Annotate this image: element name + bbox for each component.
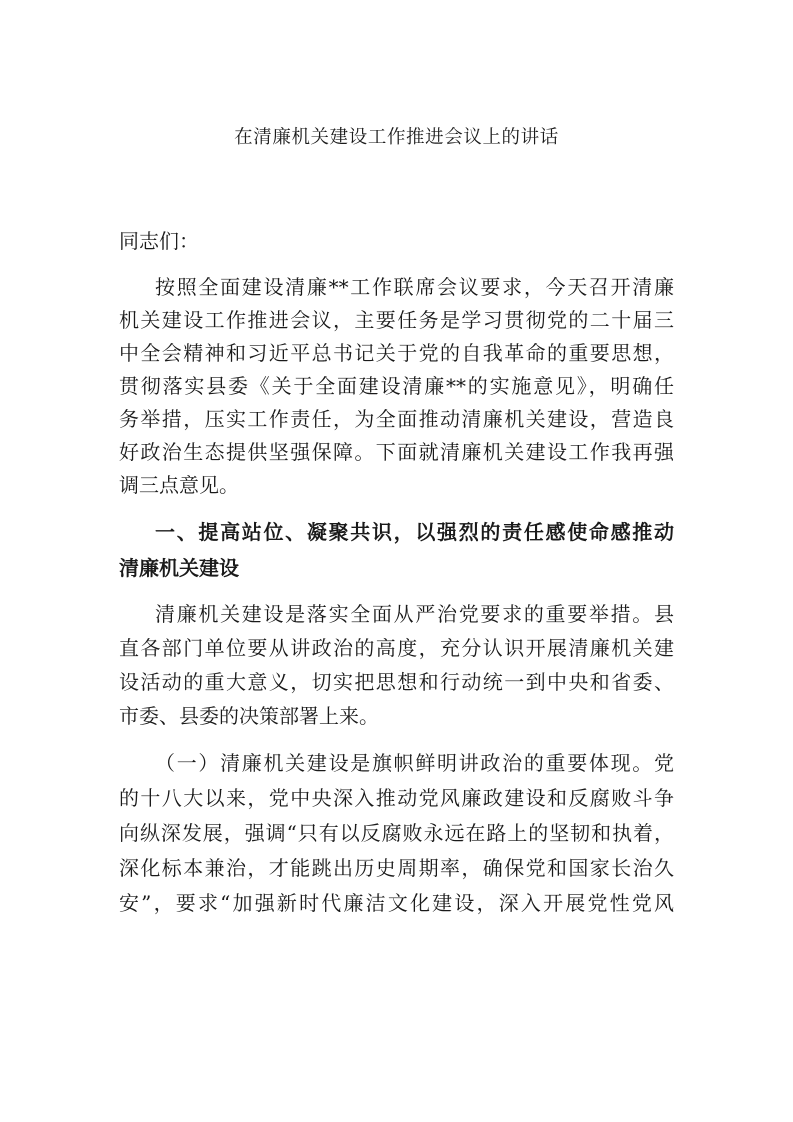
- paragraph-1-line-4: 贯彻落实县委《关于全面建设清廉**的实施意见》，明确任: [119, 374, 674, 398]
- paragraph-4-line-2: 的十八大以来，党中央深入推动党风廉政建设和反腐败斗争: [119, 786, 674, 810]
- paragraph-1-line-1: 按照全面建设清廉**工作联席会议要求，今天召开清廉: [155, 275, 674, 299]
- paragraph-4-line-1: （一）清廉机关建设是旗帜鲜明讲政治的重要体现。党: [155, 751, 674, 775]
- paragraph-1-line-2: 机关建设工作推进会议，主要任务是学习贯彻党的二十届三: [119, 308, 674, 332]
- paragraph-4-line-5: 安”，要求“加强新时代廉洁文化建设，深入开展党性党风: [119, 891, 674, 915]
- paragraph-4-line-4: 深化标本兼治，才能跳出历史周期率，确保党和国家长治久: [119, 856, 674, 880]
- paragraph-3-line-1: 清廉机关建设是落实全面从严治党要求的重要举措。县: [155, 602, 674, 626]
- document-title: 在清廉机关建设工作推进会议上的讲话: [234, 127, 559, 148]
- paragraph-1-line-6: 好政治生态提供坚强保障。下面就清廉机关建设工作我再强: [119, 440, 674, 464]
- paragraph-3-line-4: 市委、县委的决策部署上来。: [119, 704, 379, 728]
- paragraph-4-line-3: 向纵深发展，强调“只有以反腐败永远在路上的坚韧和执着，: [119, 821, 674, 845]
- paragraph-3-line-2: 直各部门单位要从讲政治的高度，充分认识开展清廉机关建: [119, 636, 674, 660]
- paragraph-1-line-3: 中全会精神和习近平总书记关于党的自我革命的重要思想，: [119, 341, 674, 365]
- paragraph-3-line-3: 设活动的重大意义，切实把思想和行动统一到中央和省委、: [119, 670, 674, 694]
- paragraph-1-line-7: 调三点意见。: [119, 473, 239, 497]
- salutation: 同志们：: [119, 229, 199, 253]
- paragraph-1-line-5: 务举措，压实工作责任，为全面推动清廉机关建设，营造良: [119, 407, 674, 431]
- section-heading-line-1: 一、提高站位、凝聚共识，以强烈的责任感使命感推动: [155, 520, 674, 544]
- section-heading-line-2: 清廉机关建设: [119, 556, 239, 580]
